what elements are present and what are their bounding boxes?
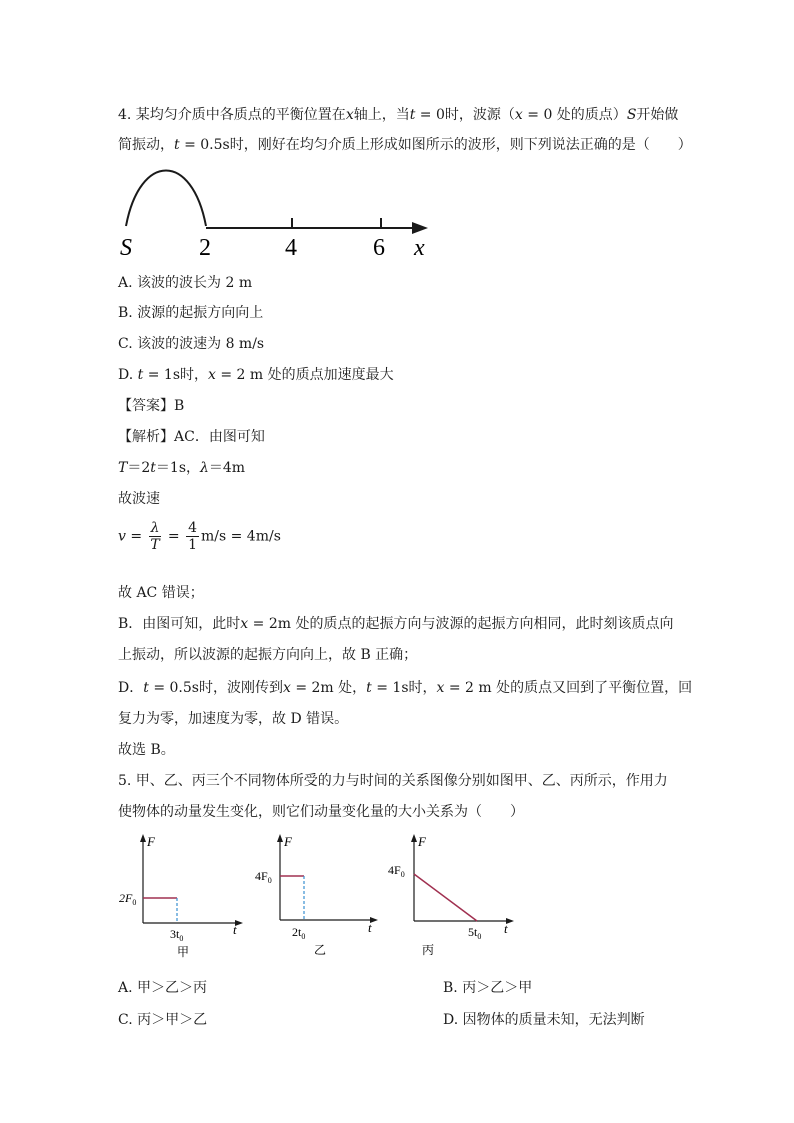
graph-bing: [382, 828, 522, 963]
fraction-4-over-1: $\frac{4}{1}$: [188, 520, 197, 553]
axis-F-label: F: [147, 834, 155, 849]
axis-y-arrow: [140, 834, 146, 842]
force-value-label: $2F_0$: [119, 891, 137, 907]
q4-option-a: A. 该波的波长为 2 m: [118, 275, 253, 291]
label-4: 4: [285, 235, 297, 261]
force-line: [414, 874, 477, 921]
q5-option-d: D. 因物体的质量未知，无法判断: [443, 1012, 645, 1028]
time-value-label: $2t_0$: [292, 925, 306, 941]
q4-option-d: D. t = 1s时，x = 2 m 处的质点加速度最大: [118, 367, 394, 383]
q4-analysis-d-line-1: D．t = 0.5s时，波刚传到x = 2m 处，t = 1s时，x = 2 m 处的质点又回到了平衡位置，回: [118, 680, 693, 696]
q4-analysis-ac-wrong: 故 AC 错误；: [118, 585, 204, 601]
q5-stem-line-2: 使物体的动量发生变化，则它们动量变化量的大小关系为（ ）: [118, 804, 524, 820]
q4-analysis-d-line-2: 复力为零，加速度为零，故 D 错误。: [118, 711, 349, 727]
axis-y-arrow: [411, 834, 417, 842]
graph-caption: 丙: [422, 943, 435, 957]
graph-yi: [252, 828, 387, 963]
q5-option-b: B. 丙＞乙＞甲: [443, 980, 533, 996]
q4-formula: v = $\frac{\lambda}{T}$ = $\frac{4}{1}$ m/s = 4m/s: [118, 520, 281, 553]
label-S: S: [120, 235, 132, 261]
q5-option-a: A. 甲＞乙＞丙: [118, 980, 208, 996]
x-axis-arrow: [412, 222, 428, 234]
q4-analysis-wave-speed-label: 故波速: [118, 491, 160, 507]
q4-stem-line-1: 4. 某均匀介质中各质点的平衡位置在x轴上，当t = 0时，波源（x = 0 处的质点）S开始做: [118, 107, 679, 123]
q4-analysis-b-line-2: 上振动，所以波源的起振方向向上，故 B 正确；: [118, 647, 418, 663]
q4-analysis-b-line-1: B．由图可知，此时x = 2m 处的质点的起振方向与波源的起振方向相同，此时刻该质点向: [118, 616, 674, 632]
wave-crest: [126, 171, 206, 227]
graph-caption: 甲: [177, 945, 190, 959]
q4-option-c: C. 该波的波速为 8 m/s: [118, 336, 265, 352]
graph-caption: 乙: [314, 943, 327, 957]
axis-F-label: F: [418, 834, 426, 849]
time-value-label: $5t_0$: [468, 925, 482, 941]
label-6: 6: [373, 235, 385, 261]
axis-y-arrow: [277, 834, 283, 842]
q4-answer: 【答案】B: [118, 398, 185, 414]
q4-conclusion: 故选 B。: [118, 742, 175, 758]
q4-option-b: B. 波源的起振方向向上: [118, 305, 264, 321]
fraction-lambda-over-T: $\frac{\lambda}{T}$: [150, 520, 160, 553]
q4-analysis-period: T＝2t＝1s，λ＝4m: [118, 460, 246, 476]
q4-wave-figure: [110, 160, 440, 270]
force-value-label: $4F_0$: [255, 869, 272, 885]
label-2: 2: [199, 235, 211, 261]
time-value-label: $3t_0$: [170, 927, 184, 943]
q4-analysis-intro: 【解析】AC．由图可知: [118, 429, 265, 445]
q5-option-c: C. 丙＞甲＞乙: [118, 1012, 208, 1028]
axis-t-label: t: [504, 921, 508, 936]
axis-F-label: F: [284, 834, 292, 849]
label-x: x: [414, 235, 425, 261]
axis-t-label: t: [233, 922, 237, 937]
force-value-label: $4F_0$: [388, 863, 405, 879]
graph-jia: [115, 828, 250, 963]
q5-stem-line-1: 5. 甲、乙、丙三个不同物体所受的力与时间的关系图像分别如图甲、乙、丙所示，作用力: [118, 773, 668, 789]
axis-t-label: t: [368, 920, 372, 935]
q4-stem-line-2: 简振动，t = 0.5s时，刚好在均匀介质上形成如图所示的波形，则下列说法正确的是（ ）: [118, 137, 692, 153]
